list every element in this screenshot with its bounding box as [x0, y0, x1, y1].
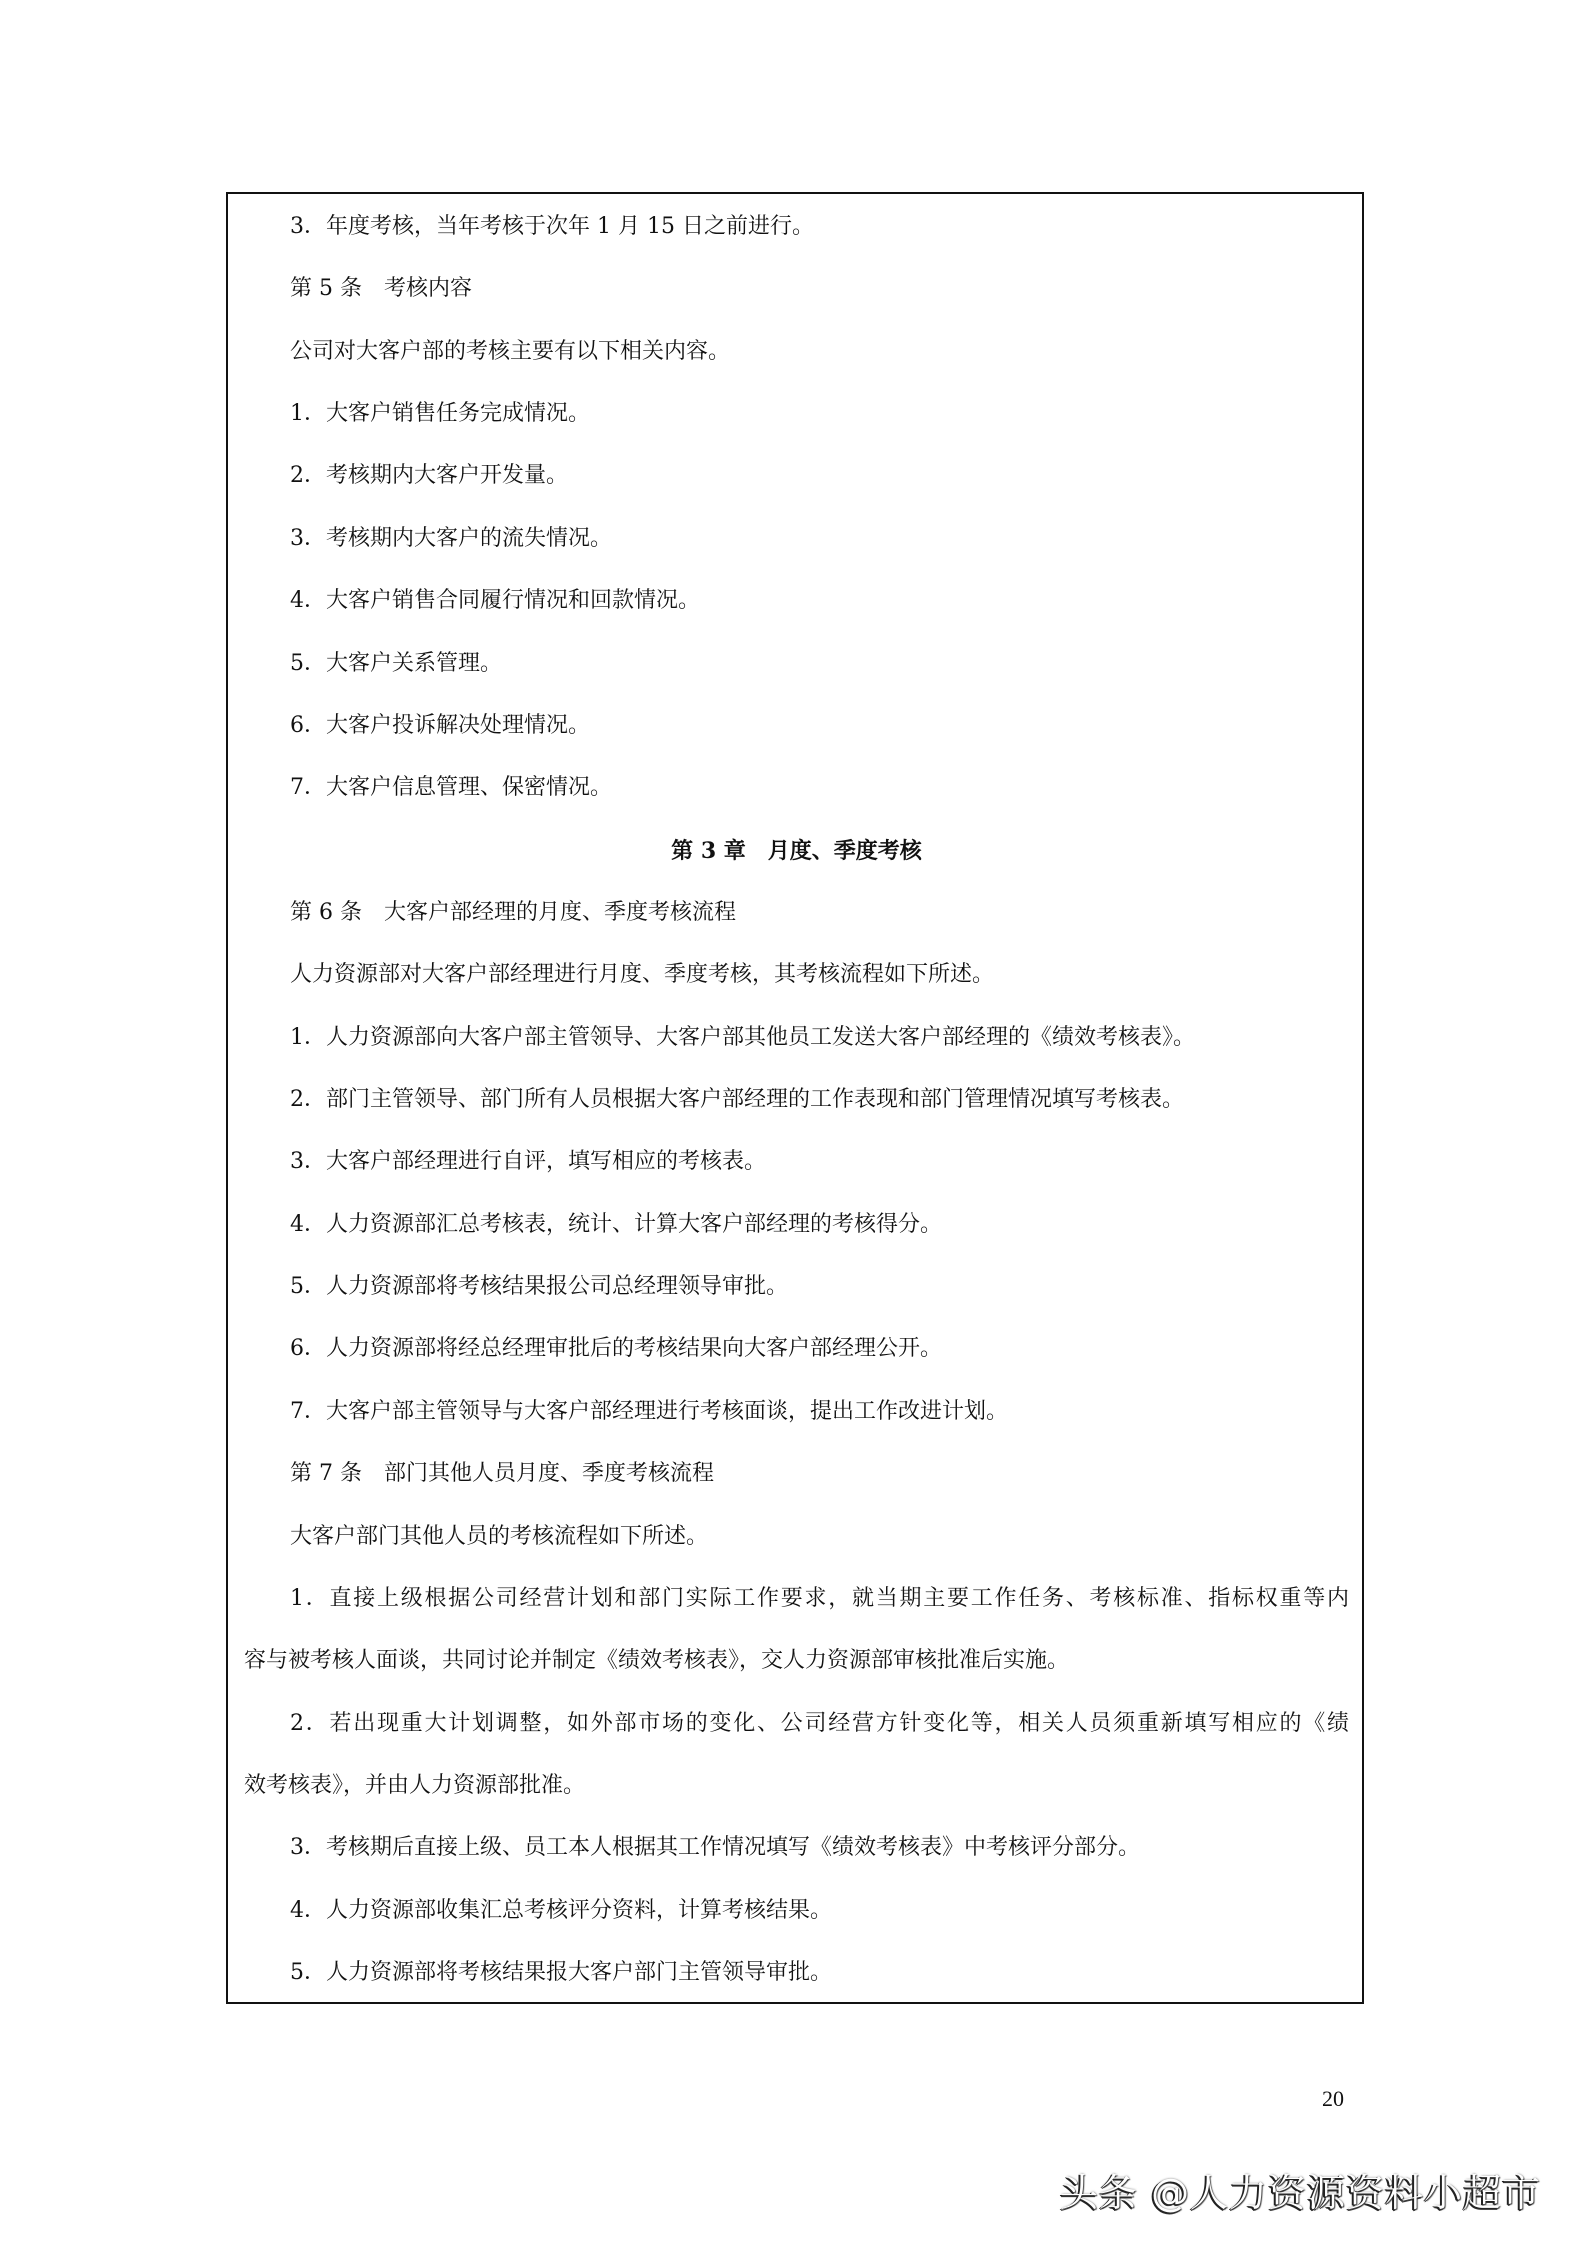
list-item: 7．大客户信息管理、保密情况。: [290, 775, 612, 801]
chapter-heading: 第 3 章 月度、季度考核: [671, 837, 922, 864]
article-heading: 第 6 条 大客户部经理的月度、季度考核流程: [290, 899, 736, 925]
list-item: 1．直接上级根据公司经营计划和部门实际工作要求，就当期主要工作任务、考核标准、指标权重等内: [290, 1585, 1349, 1611]
article-heading: 第 5 条 考核内容: [290, 276, 472, 302]
list-item: 7．大客户部主管领导与大客户部经理进行考核面谈，提出工作改进计划。: [290, 1398, 1008, 1424]
text-line: 人力资源部对大客户部经理进行月度、季度考核，其考核流程如下所述。: [290, 962, 995, 988]
list-item: 1．大客户销售任务完成情况。: [290, 401, 590, 427]
list-item: 5．人力资源部将考核结果报大客户部门主管领导审批。: [290, 1960, 832, 1986]
article-heading: 第 7 条 部门其他人员月度、季度考核流程: [290, 1461, 714, 1487]
list-item: 4．人力资源部汇总考核表，统计、计算大客户部经理的考核得分。: [290, 1211, 942, 1237]
list-item: 3．大客户部经理进行自评，填写相应的考核表。: [290, 1149, 766, 1175]
list-item: 2．若出现重大计划调整，如外部市场的变化、公司经营方针变化等，相关人员须重新填写相应的《绩: [290, 1710, 1349, 1736]
text-line: 大客户部门其他人员的考核流程如下所述。: [290, 1523, 709, 1549]
list-item: 2．考核期内大客户开发量。: [290, 463, 568, 489]
list-item: 3．考核期后直接上级、员工本人根据其工作情况填写《绩效考核表》中考核评分部分。: [290, 1835, 1140, 1861]
list-item-continuation: 容与被考核人面谈，共同讨论并制定《绩效考核表》，交人力资源部审核批准后实施。: [244, 1648, 1070, 1674]
list-item-continuation: 效考核表》，并由人力资源部批准。: [244, 1772, 586, 1798]
list-item: 3．考核期内大客户的流失情况。: [290, 525, 612, 551]
list-item: 4．大客户销售合同履行情况和回款情况。: [290, 588, 700, 614]
list-item: 5．大客户关系管理。: [290, 650, 502, 676]
list-item: 2．部门主管领导、部门所有人员根据大客户部经理的工作表现和部门管理情况填写考核表。: [290, 1087, 1185, 1113]
list-item: 5．人力资源部将考核结果报公司总经理领导审批。: [290, 1274, 788, 1300]
list-item: 6．人力资源部将经总经理审批后的考核结果向大客户部经理公开。: [290, 1336, 942, 1362]
list-item: 1．人力资源部向大客户部主管领导、大客户部其他员工发送大客户部经理的《绩效考核表》。: [290, 1024, 1196, 1050]
list-item: 4．人力资源部收集汇总考核评分资料，计算考核结果。: [290, 1897, 832, 1923]
list-item: 6．大客户投诉解决处理情况。: [290, 712, 590, 738]
text-line: 公司对大客户部的考核主要有以下相关内容。: [290, 338, 731, 364]
document-frame: [226, 192, 1364, 2004]
document-content: [244, 196, 1349, 2004]
page-number: 20: [1322, 2086, 1344, 2111]
watermark: 头条 @人力资源资料小超市: [1060, 2171, 1542, 2215]
text-line: 3．年度考核，当年考核于次年 1 月 15 日之前进行。: [290, 214, 814, 239]
